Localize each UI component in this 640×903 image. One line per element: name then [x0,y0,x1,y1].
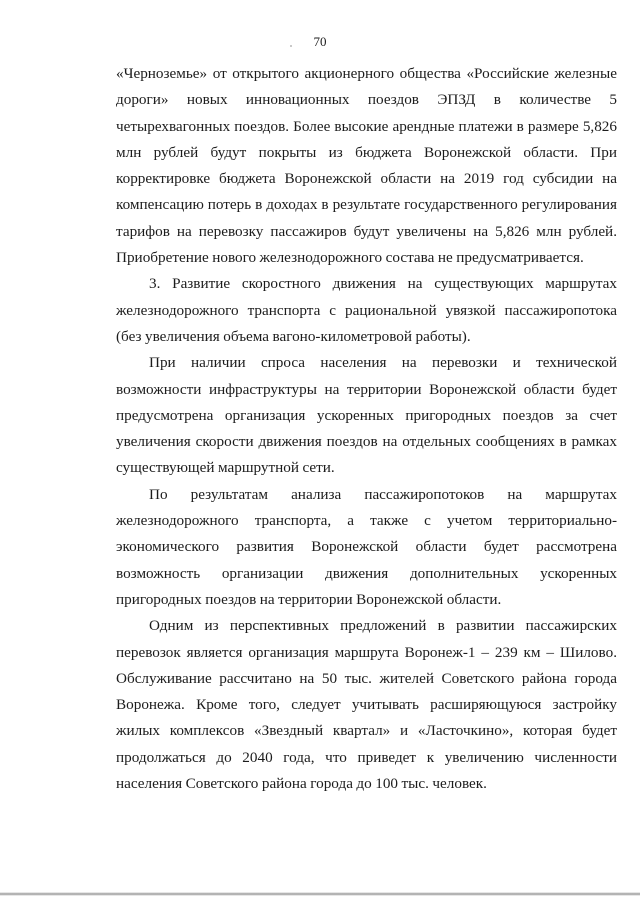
paragraph-item-3: 3. Развитие скоростного движения на существующих маршрутах железнодорожного транспорта с рациональной увязкой пассажиропотока (без увеличения объема вагоно-километровой работы). [116,275,617,345]
page-number: 70 [313,34,327,49]
paragraph-route-proposal: Одним из перспективных предложений в развитии пассажирских перевозок является организация маршрута Воронеж-1 – 239 км – Шилово. Обслуживание рассчитано на 50 тыс. жителей Советского района города Воронежа. Кроме того, следует учитывать расширяющуюся застройку жилых комплексов «Звездный квартал» и «Ласточкино», которая будет продолжаться до 2040 года, что приведет к увеличению численности населения Советского района города до 100 тыс. человек. [116,617,617,793]
scan-bottom-edge [0,892,640,896]
paragraph-demand: При наличии спроса населения на перевозки и технической возможности инфраструктуры на территории Воронежской области будет предусмотрена организация ускоренных пригородных поездов за счет увеличения скорости движения поездов на отдельных сообщениях в рамках существующей маршрутной сети. [116,354,617,477]
scan-speck [290,45,292,47]
paragraph-analysis: По результатам анализа пассажиропотоков на маршрутах железнодорожного транспорта, а также с учетом территориально-экономического развития Воронежской области будет рассмотрена возможность организации движения дополнительных ускоренных пригородных поездов на территории Воронежской области. [116,485,617,608]
document-body [116,61,617,797]
paragraph-continuation: «Черноземье» от открытого акционерного общества «Российские железные дороги» новых инновационных поездов ЭПЗД в количестве 5 четырехвагонных поездов. Более высокие арендные платежи в размере 5,826 млн рублей будут покрыты из бюджета Воронежской области. При корректировке бюджета Воронежской области на 2019 год субсидии на компенсацию потерь в доходах в результате государственного регулирования тарифов на перевозку пассажиров будут увеличены на 5,826 млн рублей. Приобретение нового железнодорожного состава не предусматривается. [116,65,617,267]
